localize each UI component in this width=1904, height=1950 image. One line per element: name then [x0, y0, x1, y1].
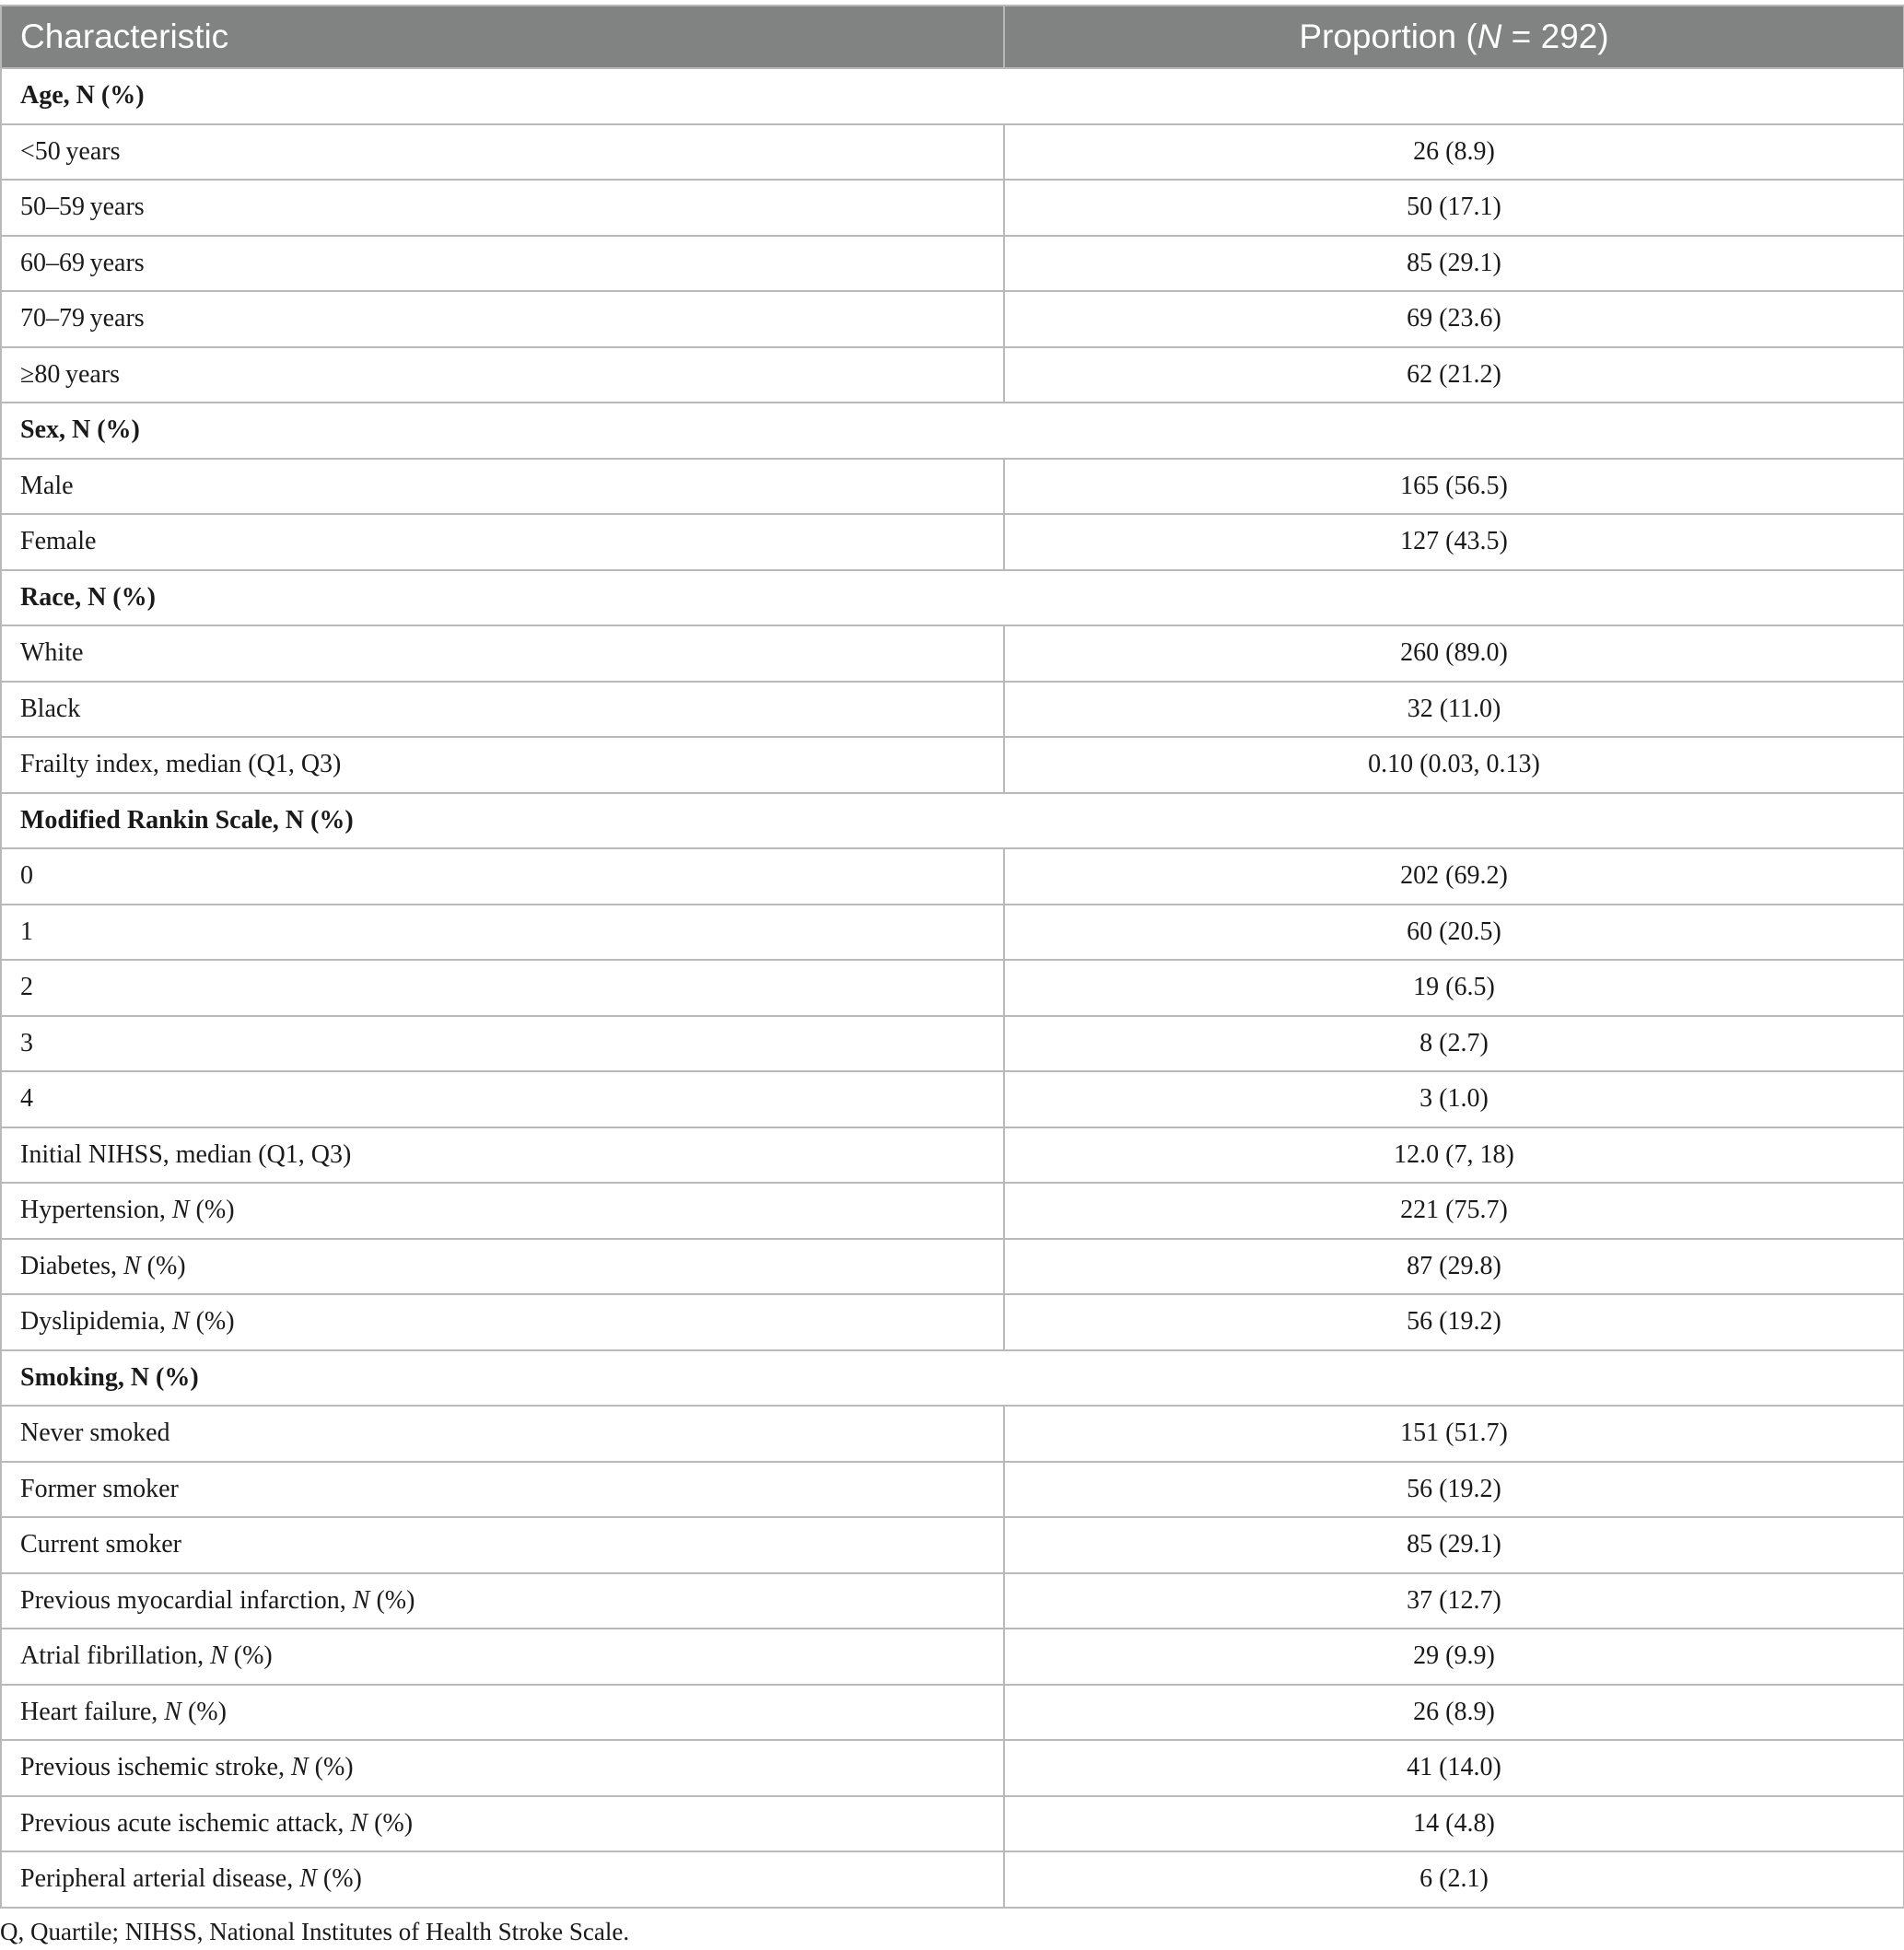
section-label: Smoking, N (%)	[1, 1350, 1904, 1407]
row-label: Initial NIHSS, median (Q1, Q3)	[1, 1127, 1004, 1184]
row-value: 60 (20.5)	[1004, 905, 1904, 961]
table-row	[1, 1685, 1904, 1741]
row-label: 0	[1, 848, 1004, 905]
characteristics-table-container	[0, 5, 1903, 1909]
section-row	[1, 570, 1904, 626]
row-label-n: N	[352, 1585, 370, 1615]
row-label: Never smoked	[1, 1406, 1004, 1462]
section-row	[1, 1350, 1904, 1407]
table-row	[1, 124, 1904, 181]
row-value: 87 (29.8)	[1004, 1239, 1904, 1295]
row-label-n: N	[123, 1251, 141, 1280]
row-value: 26 (8.9)	[1004, 1685, 1904, 1741]
row-value: 6 (2.1)	[1004, 1851, 1904, 1908]
row-value: 151 (51.7)	[1004, 1406, 1904, 1462]
table-body	[1, 68, 1904, 1908]
characteristics-table	[0, 5, 1904, 1909]
row-value: 260 (89.0)	[1004, 625, 1904, 682]
row-label	[1, 1573, 1004, 1629]
row-label-text: Atrial fibrillation,	[20, 1641, 211, 1671]
row-label: ≥80 years	[1, 347, 1004, 403]
row-label: Former smoker	[1, 1462, 1004, 1518]
row-label	[1, 1183, 1004, 1239]
table-row	[1, 1796, 1904, 1852]
row-value: 8 (2.7)	[1004, 1016, 1904, 1072]
row-value: 50 (17.1)	[1004, 180, 1904, 236]
row-label: Frailty index, median (Q1, Q3)	[1, 737, 1004, 793]
header-proportion-suffix: = 292)	[1501, 18, 1609, 55]
table-row	[1, 1071, 1904, 1127]
row-label-text: Heart failure,	[20, 1697, 165, 1726]
table-row	[1, 1183, 1904, 1239]
table-row	[1, 291, 1904, 347]
table-row	[1, 905, 1904, 961]
row-value: 56 (19.2)	[1004, 1294, 1904, 1350]
header-proportion	[1004, 6, 1904, 68]
row-label	[1, 1851, 1004, 1908]
row-label-n: N	[210, 1641, 228, 1671]
row-value: 14 (4.8)	[1004, 1796, 1904, 1852]
row-label-suffix: (%)	[308, 1753, 354, 1782]
table-row	[1, 180, 1904, 236]
row-label: Current smoker	[1, 1517, 1004, 1573]
section-row	[1, 793, 1904, 849]
row-label-suffix: (%)	[368, 1808, 414, 1838]
row-label-text: Previous acute ischemic attack,	[20, 1808, 351, 1838]
row-label-suffix: (%)	[227, 1641, 273, 1671]
row-value: 165 (56.5)	[1004, 459, 1904, 515]
row-label: Black	[1, 682, 1004, 738]
table-row	[1, 1573, 1904, 1629]
row-value: 85 (29.1)	[1004, 236, 1904, 292]
header-characteristic: Characteristic	[1, 6, 1004, 68]
table-row	[1, 236, 1904, 292]
row-value: 12.0 (7, 18)	[1004, 1127, 1904, 1184]
row-label-n: N	[171, 1307, 190, 1337]
row-value: 221 (75.7)	[1004, 1183, 1904, 1239]
table-row	[1, 514, 1904, 570]
row-label: 60–69 years	[1, 236, 1004, 292]
row-label-n: N	[290, 1753, 309, 1782]
table-header-row	[1, 6, 1904, 68]
row-label: <50 years	[1, 124, 1004, 181]
row-label	[1, 1796, 1004, 1852]
row-label: 2	[1, 960, 1004, 1016]
table-row	[1, 1629, 1904, 1685]
row-label: 3	[1, 1016, 1004, 1072]
row-label-suffix: (%)	[316, 1864, 362, 1894]
row-label	[1, 1294, 1004, 1350]
row-value: 85 (29.1)	[1004, 1517, 1904, 1573]
section-label: Age, N (%)	[1, 68, 1904, 124]
row-label	[1, 1685, 1004, 1741]
row-label-n: N	[350, 1808, 368, 1838]
row-label-n: N	[299, 1864, 317, 1894]
row-label: 4	[1, 1071, 1004, 1127]
table-row	[1, 347, 1904, 403]
row-label: Male	[1, 459, 1004, 515]
row-label-text: Diabetes,	[20, 1251, 123, 1280]
row-label-text: Peripheral arterial disease,	[20, 1864, 300, 1894]
section-row	[1, 403, 1904, 459]
row-value: 0.10 (0.03, 0.13)	[1004, 737, 1904, 793]
table-row	[1, 1851, 1904, 1908]
row-label-suffix: (%)	[189, 1307, 235, 1337]
section-label: Sex, N (%)	[1, 403, 1904, 459]
row-value: 19 (6.5)	[1004, 960, 1904, 1016]
table-row	[1, 737, 1904, 793]
row-label-text: Dyslipidemia,	[20, 1307, 172, 1337]
table-row	[1, 625, 1904, 682]
table-row	[1, 1462, 1904, 1518]
table-row	[1, 1239, 1904, 1295]
row-label-suffix: (%)	[181, 1697, 227, 1726]
row-value: 202 (69.2)	[1004, 848, 1904, 905]
header-proportion-n: N	[1477, 18, 1502, 55]
header-proportion-prefix: Proportion (	[1299, 18, 1478, 55]
row-value: 56 (19.2)	[1004, 1462, 1904, 1518]
table-row	[1, 1127, 1904, 1184]
row-label-n: N	[164, 1697, 181, 1726]
row-value: 62 (21.2)	[1004, 347, 1904, 403]
row-value: 127 (43.5)	[1004, 514, 1904, 570]
row-value: 69 (23.6)	[1004, 291, 1904, 347]
row-value: 29 (9.9)	[1004, 1629, 1904, 1685]
row-label: Female	[1, 514, 1004, 570]
row-value: 26 (8.9)	[1004, 124, 1904, 181]
row-label: 1	[1, 905, 1004, 961]
table-row	[1, 1740, 1904, 1796]
table-row	[1, 1016, 1904, 1072]
row-value: 41 (14.0)	[1004, 1740, 1904, 1796]
row-label	[1, 1239, 1004, 1295]
row-label-n: N	[171, 1196, 190, 1225]
row-label: 70–79 years	[1, 291, 1004, 347]
table-footnote: Q, Quartile; NIHSS, National Institutes of Health Stroke Scale.	[0, 1918, 630, 1945]
table-row	[1, 1406, 1904, 1462]
table-row	[1, 960, 1904, 1016]
row-label-suffix: (%)	[189, 1196, 235, 1225]
row-value: 37 (12.7)	[1004, 1573, 1904, 1629]
table-row	[1, 1517, 1904, 1573]
row-value: 3 (1.0)	[1004, 1071, 1904, 1127]
row-label-suffix: (%)	[369, 1585, 415, 1615]
row-label	[1, 1740, 1004, 1796]
row-value: 32 (11.0)	[1004, 682, 1904, 738]
row-label-text: Previous myocardial infarction,	[20, 1585, 353, 1615]
section-label: Modified Rankin Scale, N (%)	[1, 793, 1904, 849]
section-row	[1, 68, 1904, 124]
row-label: 50–59 years	[1, 180, 1004, 236]
row-label	[1, 1629, 1004, 1685]
row-label-text: Previous ischemic stroke,	[20, 1753, 291, 1782]
table-row	[1, 848, 1904, 905]
row-label-text: Hypertension,	[20, 1196, 172, 1225]
row-label: White	[1, 625, 1004, 682]
table-row	[1, 682, 1904, 738]
table-row	[1, 459, 1904, 515]
section-label: Race, N (%)	[1, 570, 1904, 626]
table-row	[1, 1294, 1904, 1350]
row-label-suffix: (%)	[140, 1251, 186, 1280]
